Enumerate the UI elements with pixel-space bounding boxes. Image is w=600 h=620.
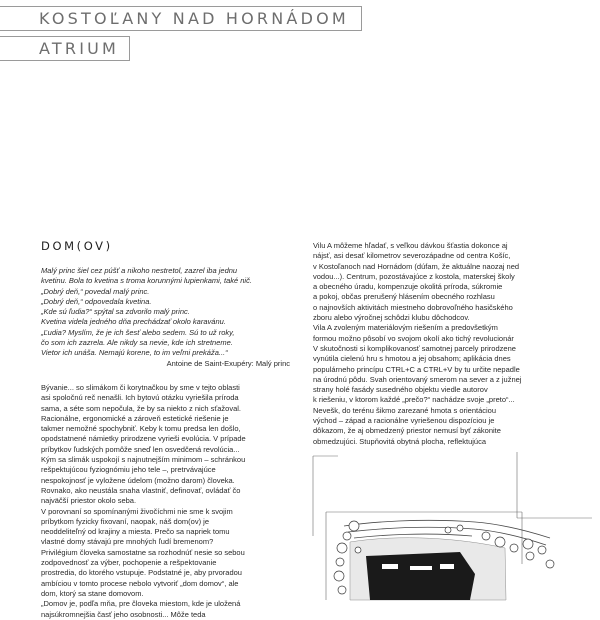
shrub-icon bbox=[457, 525, 463, 531]
body-line: Vilu A môžeme hľadať, s veľkou dávkou šťastia dokonce aj bbox=[313, 241, 508, 250]
body-line: „Domov je, podľa mňa, pre človeka miestom, kde je uložená bbox=[41, 599, 241, 609]
body-line: dôkazom, že aj obmedzený priestor nemusí byť zákonite bbox=[313, 426, 501, 436]
shrub-icon bbox=[336, 558, 344, 566]
body-line: Privilégium človeka samostatne sa rozhodnúť nesie so sebou bbox=[41, 547, 245, 557]
body-line: Kým sa slimák uspokojí s najnutnejším minimom – schránkou bbox=[41, 455, 246, 465]
body-line: strany holé fasády susedného objektu viedle autorov bbox=[313, 385, 488, 395]
left-column bbox=[41, 266, 290, 620]
shrub-icon bbox=[337, 543, 347, 553]
shrub-icon bbox=[510, 544, 518, 552]
quote-line: Kvetina videla jedného dňa prechádzať okolo karavánu. bbox=[41, 317, 226, 327]
body-line: vodou...). Centrum, pozostávajúce z kostola, materskej školy bbox=[313, 271, 515, 281]
body-line: vlastné domy stávajú pre mnohých ľudí bremenom? bbox=[41, 537, 214, 547]
shrub-icon bbox=[343, 532, 351, 540]
header-title-box bbox=[0, 6, 362, 31]
body-line: Racionálne, ergonomické a zároveň estetické riešenie je bbox=[41, 413, 229, 423]
shrub-icon bbox=[334, 571, 344, 581]
section-title: DOM(OV) bbox=[41, 239, 113, 253]
left-body-text bbox=[41, 383, 290, 620]
header-subtitle: ATRIUM bbox=[39, 39, 120, 58]
quote-line: „Kde sú ľudia?“ spýtal sa zdvorilo malý princ. bbox=[41, 307, 190, 317]
body-line: obmedzujúci. Stupňovitá obytná plocha, reflektujúca bbox=[313, 436, 487, 446]
quote-line: Malý princ šiel cez púšť a nikoho nestretol, zazrel iba jednu bbox=[41, 266, 238, 275]
body-line: prostredia, do ktorého vstupuje. Podstatné je, aby prvoradou bbox=[41, 568, 242, 578]
body-line: sama, a séte som nepočula, že by sa niekto z nich sťažoval. bbox=[41, 403, 241, 413]
quote-block bbox=[41, 266, 290, 359]
shrub-icon bbox=[482, 532, 490, 540]
body-line: Vila A zvoleným materiálovým riešením a predovšetkým bbox=[313, 323, 498, 333]
body-line: takmer nemožné spochybniť. Keby k tomu predsa len došlo, bbox=[41, 424, 241, 434]
paragraph-spacer bbox=[41, 369, 290, 383]
quote-line: kvetinu. Bola to kvetina s troma korunnými lupienkami, také nič. bbox=[41, 276, 252, 286]
body-line: opodstatnené námietky prirodzene vyrieši evolúcia. V prípade bbox=[41, 434, 246, 444]
quote-line: „Ľudia? Myslím, že je ich šesť alebo sedem. Sú to už roky, bbox=[41, 327, 235, 337]
shrub-icon bbox=[495, 537, 505, 547]
shrub-icon bbox=[523, 539, 533, 549]
body-line: a obecného úradu, kompenzuje okolitá príroda, súkromie bbox=[313, 282, 503, 292]
quote-line: „Dobrý deň,“ odpovedala kvetina. bbox=[41, 296, 152, 306]
body-line: v Kostoľanoch nad Hornádom (dúfam, že aktuálne naozaj ned bbox=[313, 261, 520, 271]
shrub-icon bbox=[526, 552, 534, 560]
site-plan bbox=[310, 452, 600, 600]
body-line: najsúkromnejšia časť jeho osobnosti... Môže teda bbox=[41, 609, 206, 619]
body-line: na úrodnú pôdu. Svah orientovaný smerom na sever a z južnej bbox=[313, 374, 522, 384]
body-line: zboru alebo výročnej schôdzi klubu dôchodcov. bbox=[313, 313, 470, 323]
body-line: rešpektujúcou fyziognómiu jeho tele –, pretrvávajúce bbox=[41, 465, 216, 475]
body-line: asi spoločnú reč nenašli. Ich bytovú otázku vyriešila príroda bbox=[41, 393, 239, 403]
shrub-icon bbox=[355, 547, 361, 553]
quote-attribution: Antoine de Saint-Exupéry: Malý princ bbox=[166, 358, 290, 368]
body-line: vynútila cielenú hru s hmotou a jej obsahom; aplikácia dnes bbox=[313, 354, 511, 364]
body-line: populárneho princípu CTRL+C a CTRL+V by tu určite nepadle bbox=[313, 364, 520, 374]
body-line: nájsť, asi desať kilometrov severozápadne od centra Košíc, bbox=[313, 251, 511, 261]
body-line: príbytkov ľudských pomôže sneď len osvedčená revolúcia... bbox=[41, 444, 240, 454]
quote-line: Vietor ich unáša. Nemajú korene, to im veľmi prekáža...“ bbox=[41, 348, 228, 358]
body-line: nespokojnosť je vyložene údelom (možno darom) človeka. bbox=[41, 475, 235, 485]
right-column bbox=[313, 241, 563, 447]
body-line: príbytkom fyzicky fixovaní, naopak, náš dom(ov) je bbox=[41, 516, 209, 526]
body-line: a pokoj, občas prerušený hlásením obecného rozhlasu bbox=[313, 292, 495, 302]
body-line: k riešeniu, v ktorom každé „prečo?“ nachádze svoje „preto“... bbox=[313, 395, 515, 405]
body-line: formou možno pôsobí vo svojom okolí ako tichý revolucionár bbox=[313, 333, 514, 343]
body-line: Nevešk, do terénu šikmo zarezané hmota s orientáciou bbox=[313, 405, 497, 415]
shrub-icon bbox=[445, 527, 451, 533]
body-line: o najnovších aktivitách miestneho dobrovoľného hasičského bbox=[313, 302, 513, 312]
shrub-icon bbox=[538, 546, 546, 554]
body-line: neoddeliteľný od krajiny a miesta. Prečo sa napriek tomu bbox=[41, 527, 230, 537]
site-plan-drawing bbox=[310, 452, 600, 600]
building-mass bbox=[366, 552, 475, 600]
body-line: najväčší priestor okolo seba. bbox=[41, 496, 137, 506]
quote-line: „Dobrý deň,“ povedal malý princ. bbox=[41, 286, 150, 296]
body-line: východ – západ a racionálne vyriešenou dispozíciou je bbox=[313, 416, 495, 426]
body-line: V porovnaní so spomínanými živočíchmi nie sme k svojim bbox=[41, 506, 233, 516]
body-line: ambíciou v tomto procese nebolo vytvoriť „dom domov“, ale bbox=[41, 578, 239, 588]
body-line: V skutočnosti si komplikovanosť samotnej parcely prirodzene bbox=[313, 343, 516, 353]
header-subtitle-box bbox=[0, 36, 130, 61]
shrub-icon bbox=[546, 560, 554, 568]
body-line: Bývanie... so slimákom či korytnačkou by sme v tejto oblasti bbox=[41, 382, 240, 392]
shrub-icon bbox=[338, 586, 346, 594]
header-title: KOSTOĽANY NAD HORNÁDOM bbox=[39, 9, 349, 28]
body-line: dom, ktorý sa stane domovom. bbox=[41, 588, 144, 598]
shrub-icon bbox=[349, 521, 359, 531]
body-line: zodpovednosť za výber, pochopenie a rešpektovanie bbox=[41, 558, 217, 568]
quote-line: čo som ich zazrela. Ale nikdy sa nevie, kde ich stretneme. bbox=[41, 338, 233, 348]
body-line: Rovnako, ako neustála snaha vlastniť, definovať, ovládať čo bbox=[41, 485, 241, 495]
